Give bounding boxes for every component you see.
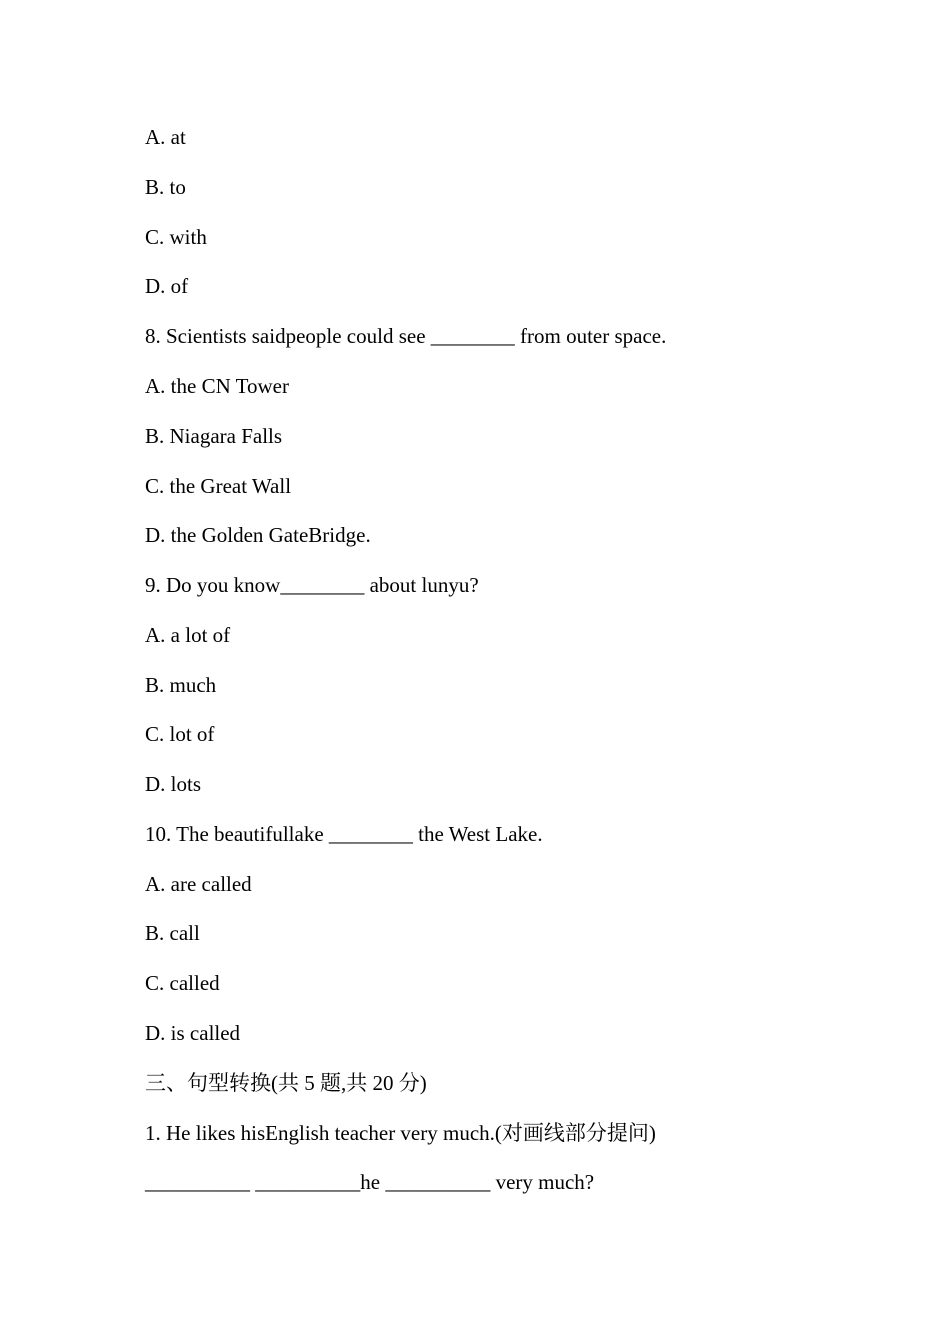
option-q7-c: C. with (145, 225, 207, 249)
option-q7-a: A. at (145, 125, 186, 149)
option-q10-c: C. called (145, 971, 220, 995)
option-q9-c: C. lot of (145, 722, 215, 746)
option-q9-d: D. lots (145, 772, 202, 796)
option-q8-b: B. Niagara Falls (145, 424, 283, 448)
transform-answer-blanks: __________ __________he __________ very much? (145, 1170, 595, 1194)
option-q10-b: B. call (145, 921, 200, 945)
option-q8-d: D. the Golden GateBridge. (145, 523, 371, 547)
option-q9-a: A. a lot of (145, 623, 231, 647)
option-q8-a: A. the CN Tower (145, 374, 289, 398)
option-q9-b: B. much (145, 673, 217, 697)
option-q10-d: D. is called (145, 1021, 241, 1045)
option-q10-a: A. are called (145, 872, 252, 896)
option-q7-b: B. to (145, 175, 186, 199)
option-q8-c: C. the Great Wall (145, 474, 292, 498)
question-10: 10. The beautifullake ________ the West Lake. (145, 822, 543, 846)
section-heading: 三、句型转换(共 5 题,共 20 分) (145, 1071, 427, 1095)
question-9: 9. Do you know________ about lunyu? (145, 573, 479, 597)
transform-question-1: 1. He likes hisEnglish teacher very much.(对画线部分提问) (145, 1121, 656, 1145)
question-8: 8. Scientists saidpeople could see ________ from outer space. (145, 324, 667, 348)
option-q7-d: D. of (145, 274, 189, 298)
